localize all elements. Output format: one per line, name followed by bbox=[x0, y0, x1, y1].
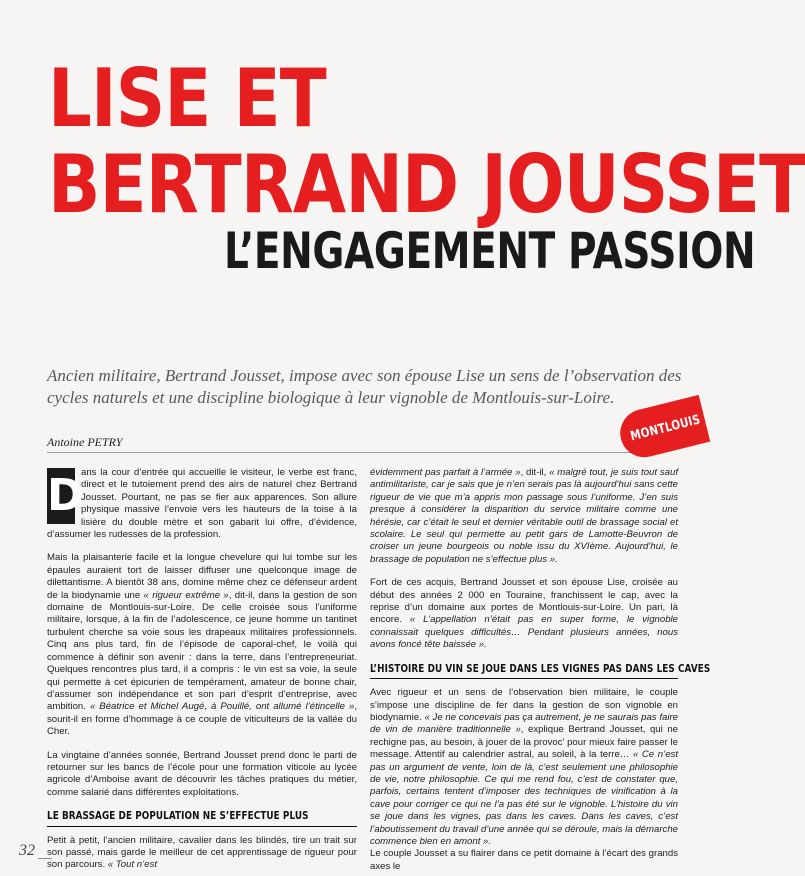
paragraph-text: , dit-il, dans la gestion de son domaine de Montlouis-sur-Loire. De celle croisée sous l’uniforme militaire, lorsque, à la fin de l’adolescence, ce jeune homme un tantinet turbulent cherche sa voie sous les drapeaux militaires professionnels. Cinq ans plus tard, fin de l’épisode de caporal-chef, le voilà qui commence à définir son avenir : dans la terre, dans l’entrepreneuriat. Quelques rencontres plus tard, il a compris : le vin est sa voie, la seule qui permette à cet épicurien de tempérament, amateur de bonne chair, d’assumer son indépendance et son pari d’esprit d’entreprise, avec ambition. bbox=[47, 589, 358, 713]
paragraph-text: , sourit-il en forme d’hommage à ce couple de viticulteurs de la vallée du Cher. bbox=[47, 701, 357, 738]
section-heading-rule bbox=[47, 826, 357, 827]
paragraph: La vingtaine d’années sonnée, Bertrand Jousset prend donc le parti de retourner sur les bancs de l’école pour une formation viticole au lycée agricole d’Amboise avant de découvrir les tâches pratiques du métier, comme salarié dans différentes exploitations. bbox=[47, 749, 357, 798]
paragraph-text: ans la cour d’entrée qui accueille le visiteur, le verbe est franc, direct et le tutoiement prend des airs de naturel chez Bertrand Jousset. Pourtant, ne pas se fier aux apparences. Son allure physique massive l’envoie vers les hauteurs de la toise à la lisière du double mètre et son gabarit lui offre, d’évidence, d’assumer les rudesses de la profession. bbox=[47, 467, 357, 541]
section-heading: L’HISTOIRE DU VIN SE JOUE DANS LES VIGNES PAS DANS LES CAVES bbox=[370, 662, 711, 675]
quote-text: « Je ne concevais pas ça autrement, je ne saurais pas faire de vin de manière traditionnelle » bbox=[370, 711, 678, 736]
paragraph-text: , dit-il, bbox=[520, 467, 550, 478]
paragraph bbox=[47, 467, 357, 541]
footer-rule bbox=[38, 858, 52, 859]
paragraph bbox=[370, 687, 678, 848]
quote-text: « Béatrice et Michel Augé, à Pouillé, ont allumé l’étincelle » bbox=[89, 701, 355, 713]
intro-lead: Ancien militaire, Bertrand Jousset, impose avec son épouse Lise un sens de l’observation des cycles naturels et une discipline biologique à leur vignoble de Montlouis-sur-Loire. bbox=[47, 366, 682, 407]
paragraph-text: Mais la plaisanterie facile et la longue chevelure qui lui tombe sur les épaules auraient tort de laisser diffuser une quelconque image de dilettantisme. A bientôt 38 ans, domine même chez ce défenseur ardent de la biodynamie une bbox=[47, 552, 357, 601]
drop-cap: D bbox=[47, 468, 75, 524]
quote-text: « rigueur extrême » bbox=[143, 589, 229, 601]
author-byline: Antoine PETRY bbox=[47, 435, 123, 449]
paragraph-text: Petit à petit, l’ancien militaire, cavalier dans les blindés, tire un trait sur son passé, mais garde le meilleur de cet apprentissage de rigueur pour son parcours. bbox=[47, 834, 357, 871]
quote-text: « Tout n’est bbox=[107, 859, 158, 871]
article-title bbox=[48, 52, 805, 231]
paragraph-text: , explique Bertrand Jousset, qui ne rechigne pas, au besoin, à jouer de la provoc’ pour mieux faire passer le message. Attentif au calendrier astral, au soleil, à la terre… bbox=[370, 724, 678, 761]
section-heading: LE BRASSAGE DE POPULATION NE S’EFFECTUE PLUS bbox=[47, 810, 309, 823]
quote-text: « Ce n’est pas un argument de vente, loin de là, c’est seulement une philosophie de vie, notre philosophie. Ce qui me rend fou, c’est de constater que, parfois, certains tentent d’imposer des techniques de vinification à la cave pour corriger ce qui ne l’a pas été sur le vignoble. L’histoire du vin se joue dans les vignes, pas dans les caves. Dans les caves, c’est l’aboutissement du travail d’une année qui se déroule, mais la démarche commence bien en amont ». bbox=[370, 749, 678, 847]
quote-text: évidemment pas parfait à l’armée » bbox=[370, 467, 521, 478]
paragraph bbox=[47, 552, 357, 738]
quote-text: « L’appellation n’était pas en super forme, le vignoble connaissait quelques difficultés… Pendant plusieurs années, nous avons foncé tête baissée ». bbox=[370, 614, 679, 651]
paragraph bbox=[370, 577, 678, 651]
paragraph-text: Avec rigueur et un sens de l’observation bien militaire, le couple s’impose une discipline de fer dans la gestion de son vignoble en biodynamie. bbox=[370, 687, 678, 723]
paragraph bbox=[370, 467, 678, 566]
byline-divider bbox=[47, 452, 657, 453]
text-column-left bbox=[47, 467, 357, 872]
title-line-2: BERTRAND JOUSSET bbox=[48, 138, 805, 231]
page-number: 32 bbox=[19, 842, 35, 859]
text-column-right bbox=[370, 467, 711, 873]
article-subtitle: L’ENGAGEMENT PASSION bbox=[224, 222, 756, 280]
paragraph: Le couple Jousset a su flairer dans ce petit domaine à l’écart des grands axes le bbox=[370, 848, 678, 872]
paragraph bbox=[47, 835, 357, 872]
quote-text: « malgré tout, je suis tout sauf antimilitariste, car je sais que je n’en serais pas là aujourd’hui sans cette rigueur de vie que m’a appris mon passage sous l’uniforme. J’en suis presque à considérer la disparition du service militaire comme une hérésie, car c’était le seul et dernier véritable outil de brassage social et scolaire. Le seul qui permette au petit gars de Lamotte-Beuvron de croiser un jeune bourgeois ou noble issu du XVIème. Aujourd’hui, le brassage de population ne s’effectue plus ». bbox=[370, 467, 678, 565]
region-badge-label: MONTLOUIS bbox=[628, 412, 702, 444]
section-heading-rule bbox=[370, 678, 678, 679]
title-line-1: LISE ET bbox=[48, 52, 326, 145]
paragraph-text: Fort de ces acquis, Bertrand Jousset et son épouse Lise, croisée au début des années 2 000 en Touraine, franchissent le cap, avec la reprise d’un domaine aux portes de Montlouis-sur-Loire. Un pari, là encore. bbox=[370, 577, 678, 626]
